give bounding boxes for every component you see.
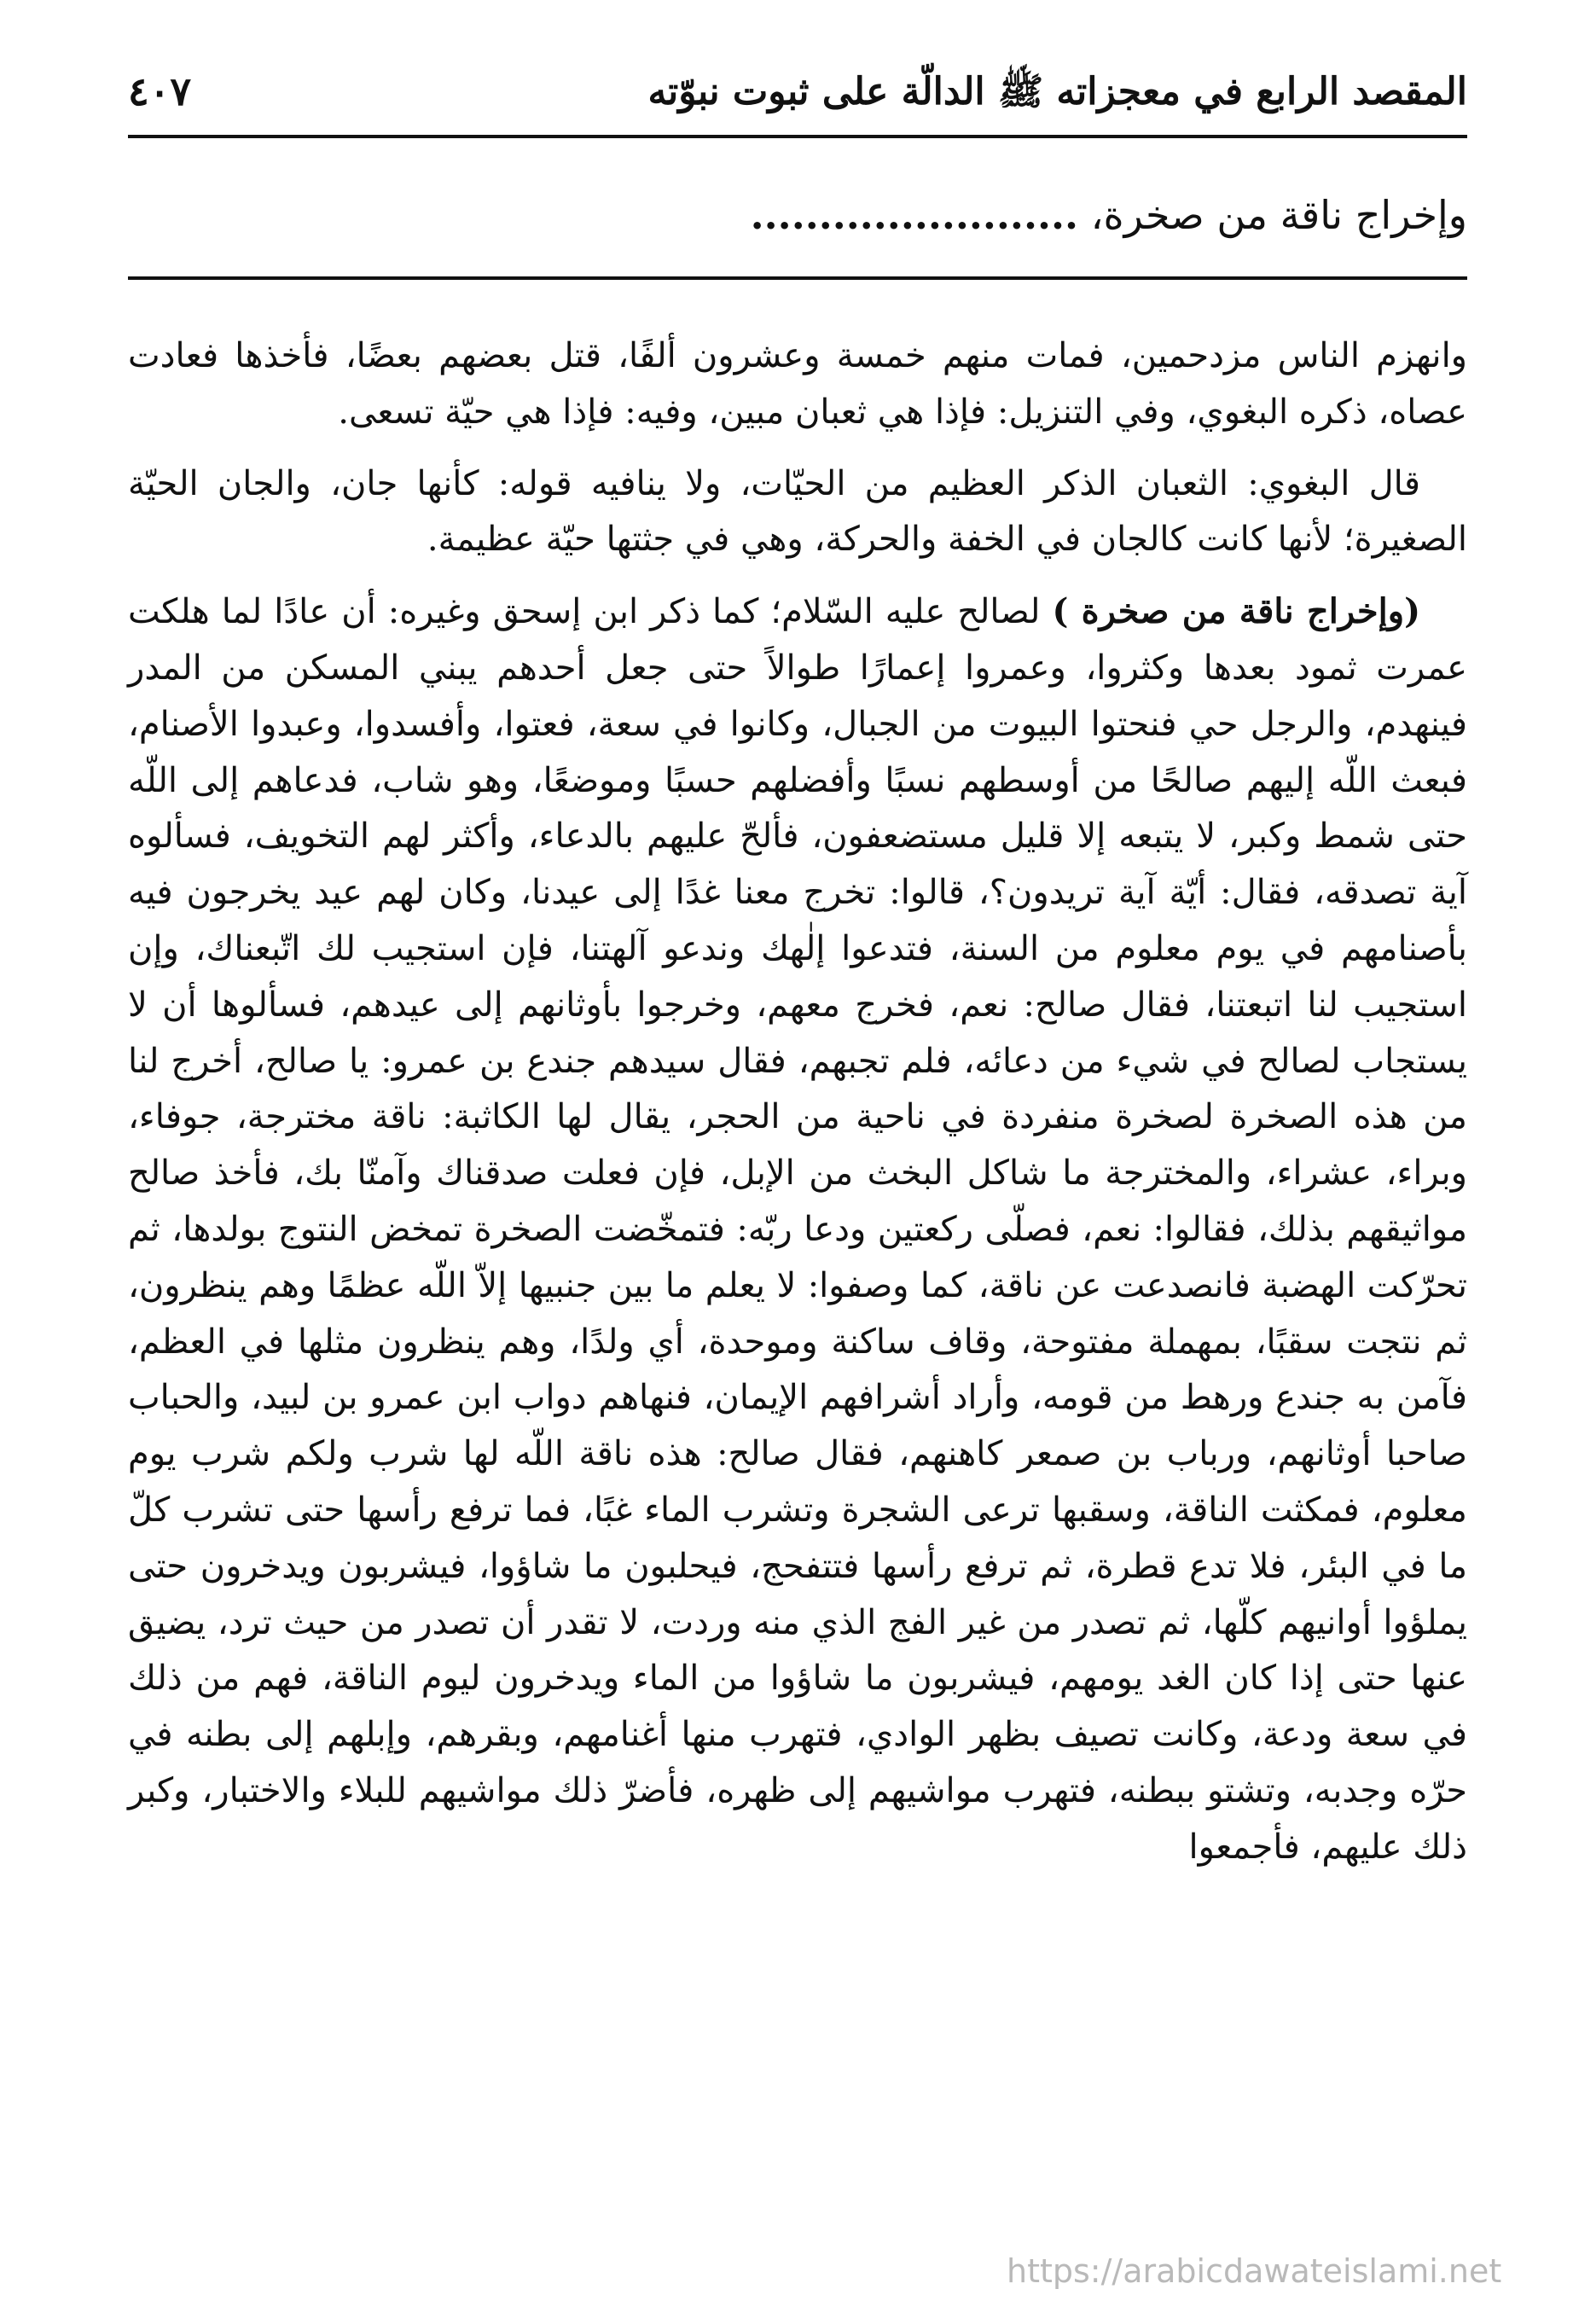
matn-rule (128, 276, 1467, 280)
matn-line (128, 192, 1467, 260)
paragraph-3 (128, 584, 1467, 1875)
matn-ellipsis: ........................ (750, 192, 1079, 238)
page-number: ٤٠٧ (128, 68, 192, 114)
paragraph-1: وانهزم الناس مزدحمين، فمات منهم خمسة وعشرون ألفًا، قتل بعضهم بعضًا، فأخذها فعادت عصاه، ذكره البغوي، وفي التنزيل: فإذا هي ثعبان مبين، وفيه: فإذا هي حيّة تسعى. (128, 336, 1467, 432)
commentary-text (128, 328, 1467, 1891)
page-header (128, 60, 1467, 141)
matn-text: وإخراج ناقة من صخرة، (1090, 192, 1467, 238)
running-head: المقصد الرابع في معجزاته ﷺ الدالّة على ثبوت نبوّته (647, 70, 1467, 113)
header-rule (128, 135, 1467, 138)
paragraph-3-text: لصالح عليه السّلام؛ كما ذكر ابن إسحق وغيره: أن عادًا لما هلكت عمرت ثمود بعدها وكثروا، وعمروا إعمارًا طوالاً حتى جعل أحدهم يبني المسكن من المدر فينهدم، والرجل حي فنحتوا البيوت من الجبال، وكانوا في سعة، فعتوا، وأفسدوا، وعبدوا الأصنام، فبعث اللّه إليهم صالحًا من أوسطهم نسبًا وأفضلهم حسبًا وموضعًا، وهو شاب، فدعاهم إلى اللّه حتى شمط وكبر، لا يتبعه إلا قليل مستضعفون، فألحّ عليهم بالدعاء، وأكثر لهم التخويف، فسألوه آية تصدقه، فقال: أيّة آية تريدون؟، قالوا: تخرج معنا غدًا إلى عيدنا، وكان لهم عيد يخرجون فيه بأصنامهم في يوم معلوم من السنة، فتدعوا إلٰهك وندعو آلهتنا، فإن استجيب لك اتّبعناك، وإن استجيب لنا اتبعتنا، فقال صالح: نعم، فخرج معهم، وخرجوا بأوثانهم إلى عيدهم، فسألوها أن لا يستجاب لصالح في شيء من دعائه، فلم تجبهم، فقال سيدهم جندع بن عمرو: يا صالح، أخرج لنا من هذه الصخرة لصخرة منفردة في ناحية من الحجر، يقال لها الكاثبة: ناقة مخترجة، جوفاء، وبراء، عشراء، والمخترجة ما شاكل البخث من الإبل، فإن فعلت صدقناك وآمنّا بك، فأخذ صالح مواثيقهم بذلك، فقالوا: نعم، فصلّى ركعتين ودعا ربّه: فتمخّضت الصخرة تمخض النتوج بولدها، ثم تحرّكت الهضبة فانصدعت عن ناقة، كما وصفوا: لا يعلم ما بين جنبيها إلاّ اللّه عظمًا وهم ينظرون، ثم نتجت سقبًا، بمهملة مفتوحة، وقاف ساكنة وموحدة، أي ولدًا، وهم ينظرون مثلها في العظم، فآمن به جندع ورهط من قومه، وأراد أشرافهم الإيمان، فنهاهم دواب ابن عمرو بن لبيد، والحباب صاحبا أوثانهم، ورباب بن صمعر كاهنهم، فقال صالح: هذه ناقة اللّه لها شرب ولكم شرب يوم معلوم، فمكثت الناقة، وسقبها ترعى الشجرة وتشرب الماء غبًا، فما ترفع رأسها حتى تشرب كلّ ما في البئر، فلا تدع قطرة، ثم ترفع رأسها فتتفحج، فيحلبون ما شاؤوا، فيشربون ويدخرون حتى يملؤوا أوانيهم كلّها، ثم تصدر من غير الفج الذي منه وردت، لا تقدر أن تصدر من حيث ترد، يضيق عنها حتى إذا كان الغد يومهم، فيشربون ما شاؤوا من الماء ويدخرون ليوم الناقة، فهم من ذلك في سعة ودعة، وكانت تصيف بظهر الوادي، فتهرب منها أغنامهم، وبقرهم، وإبلهم إلى بطنه في حرّه وجدبه، وتشتو ببطنه، فتهرب مواشيهم إلى ظهره، فأضرّ ذلك مواشيهم للبلاء والاختبار، وكبر ذلك عليهم، فأجمعوا (128, 592, 1468, 1867)
lemma-heading: (وإخراج ناقة من صخرة ) (1052, 591, 1420, 632)
paragraph-2: قال البغوي: الثعبان الذكر العظيم من الحيّات، ولا ينافيه قوله: كأنها جان، والجان الحيّة الصغيرة؛ لأنها كانت كالجان في الخفة والحركة، وهي في جثتها حيّة عظيمة. (128, 463, 1467, 560)
site-watermark: https://arabicdawateislami.net (1007, 2252, 1502, 2290)
